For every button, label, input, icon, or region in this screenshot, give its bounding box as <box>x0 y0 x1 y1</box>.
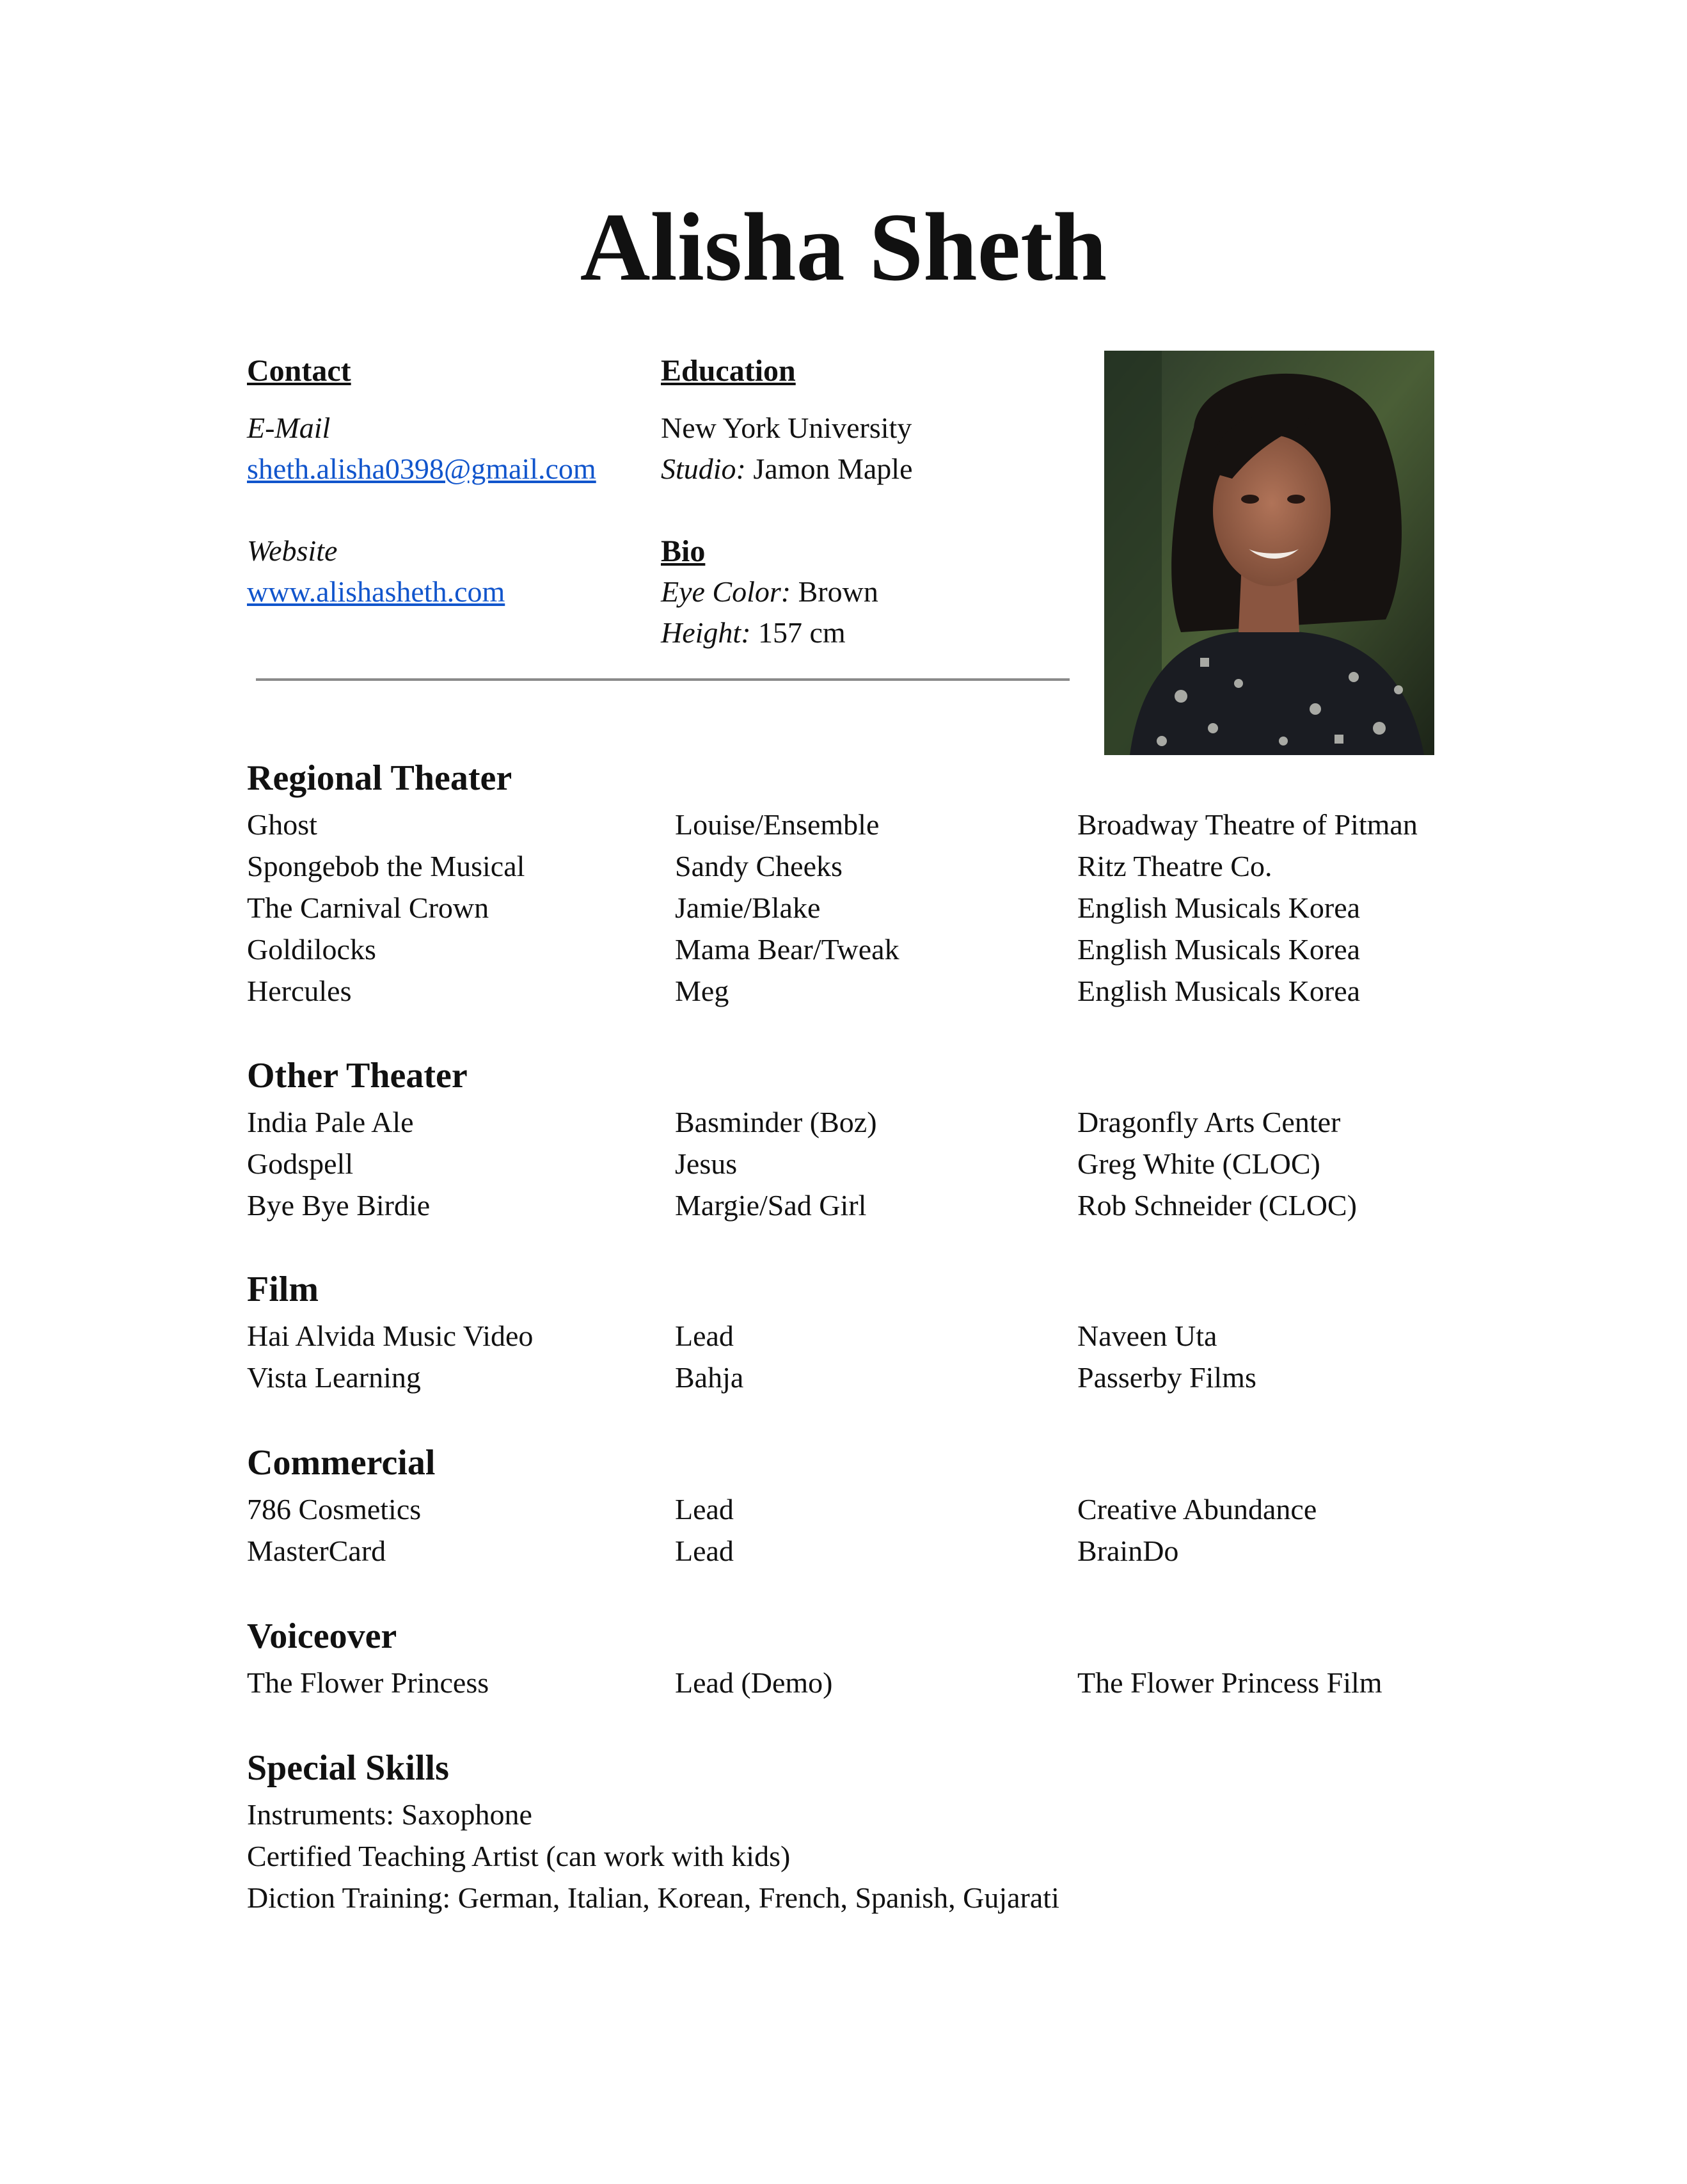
credit-company: Passerby Films <box>1077 1361 1256 1394</box>
section-title-other-theater: Other Theater <box>247 1056 468 1096</box>
credit-company: The Flower Princess Film <box>1077 1666 1382 1699</box>
section-title-film: Film <box>247 1270 319 1309</box>
section-title-voiceover: Voiceover <box>247 1616 397 1656</box>
credit-role: Lead <box>675 1534 734 1567</box>
table-row <box>247 976 1462 1008</box>
email-link[interactable]: sheth.alisha0398@gmail.com <box>247 452 596 485</box>
bio-heading: Bio <box>661 534 706 568</box>
credit-title: Godspell <box>247 1147 354 1180</box>
skill-item: Diction Training: German, Italian, Korean, French, Spanish, Gujarati <box>247 1881 1059 1914</box>
table-row <box>247 1495 1462 1527</box>
table-row <box>247 1108 1462 1140</box>
credit-title: The Carnival Crown <box>247 891 489 924</box>
table-row <box>247 893 1462 925</box>
email-label: E-Mail <box>247 411 331 444</box>
credit-title: Goldilocks <box>247 933 376 966</box>
credit-company: English Musicals Korea <box>1077 891 1361 924</box>
education-school: New York University <box>661 411 912 444</box>
credit-title: Vista Learning <box>247 1361 421 1394</box>
studio-label: Studio: <box>661 452 746 485</box>
section-title-regional-theater: Regional Theater <box>247 758 512 798</box>
table-row <box>247 935 1462 967</box>
table-row <box>247 852 1462 884</box>
credit-title: India Pale Ale <box>247 1106 414 1138</box>
skill-item: Instruments: Saxophone <box>247 1798 532 1831</box>
credit-company: Greg White (CLOC) <box>1077 1147 1320 1180</box>
table-row <box>247 1149 1462 1181</box>
table-row <box>247 1536 1462 1568</box>
resume-name: Alisha Sheth <box>580 193 1107 301</box>
bio-eye-color <box>661 577 878 607</box>
website-label: Website <box>247 534 338 567</box>
credit-title: The Flower Princess <box>247 1666 489 1699</box>
bio-height <box>661 618 846 648</box>
credit-role: Lead <box>675 1493 734 1526</box>
credit-company: Dragonfly Arts Center <box>1077 1106 1341 1138</box>
education-studio <box>661 454 913 484</box>
header-divider <box>256 678 1070 681</box>
section-title-commercial: Commercial <box>247 1443 436 1483</box>
table-row <box>247 1668 1462 1700</box>
credit-role: Meg <box>675 975 729 1007</box>
credit-role: Louise/Ensemble <box>675 808 880 841</box>
credit-role: Basminder (Boz) <box>675 1106 877 1138</box>
credit-title: Hercules <box>247 975 352 1007</box>
credit-company: Broadway Theatre of Pitman <box>1077 808 1418 841</box>
credit-company: Creative Abundance <box>1077 1493 1317 1526</box>
table-row <box>247 1191 1462 1223</box>
studio-value: Jamon Maple <box>753 452 913 485</box>
height-value: 157 cm <box>758 616 846 649</box>
table-row <box>247 1363 1462 1395</box>
credit-title: 786 Cosmetics <box>247 1493 422 1526</box>
credit-role: Jamie/Blake <box>675 891 821 924</box>
credit-role: Jesus <box>675 1147 738 1180</box>
credit-role: Sandy Cheeks <box>675 850 843 882</box>
credit-company: English Musicals Korea <box>1077 975 1361 1007</box>
eye-color-value: Brown <box>798 575 878 608</box>
table-row <box>247 1321 1462 1353</box>
headshot-photo <box>1104 351 1434 755</box>
credit-title: Ghost <box>247 808 317 841</box>
education-heading: Education <box>661 354 796 388</box>
credit-company: Naveen Uta <box>1077 1319 1217 1352</box>
credit-role: Mama Bear/Tweak <box>675 933 899 966</box>
credit-role: Bahja <box>675 1361 744 1394</box>
credit-title: Hai Alvida Music Video <box>247 1319 534 1352</box>
contact-heading: Contact <box>247 354 351 388</box>
credit-company: English Musicals Korea <box>1077 933 1361 966</box>
table-row <box>247 810 1462 842</box>
credit-role: Lead (Demo) <box>675 1666 833 1699</box>
credit-title: Bye Bye Birdie <box>247 1189 431 1222</box>
credit-company: Rob Schneider (CLOC) <box>1077 1189 1357 1222</box>
credit-company: BrainDo <box>1077 1534 1179 1567</box>
credit-title: MasterCard <box>247 1534 386 1567</box>
credit-title: Spongebob the Musical <box>247 850 525 882</box>
credit-company: Ritz Theatre Co. <box>1077 850 1272 882</box>
height-label: Height: <box>661 616 751 649</box>
skill-item: Certified Teaching Artist (can work with kids) <box>247 1840 791 1872</box>
credit-role: Margie/Sad Girl <box>675 1189 867 1222</box>
section-title-special-skills: Special Skills <box>247 1748 449 1788</box>
eye-color-label: Eye Color: <box>661 575 791 608</box>
website-link[interactable]: www.alishasheth.com <box>247 575 505 608</box>
credit-role: Lead <box>675 1319 734 1352</box>
